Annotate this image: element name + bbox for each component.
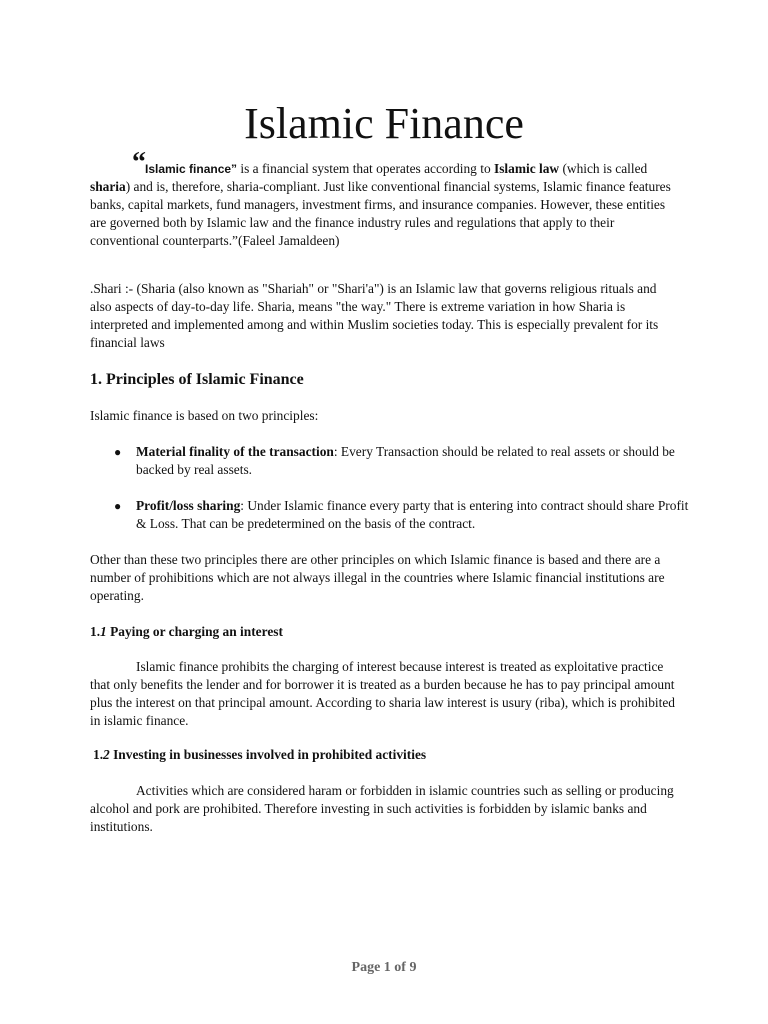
- list-item: [114, 443, 696, 479]
- bullet-text: : Under Islamic finance every party that is entering into contract should share Profit & Loss. That can be predetermined on the basis of the contract.: [136, 498, 689, 531]
- shari-paragraph: .Shari :- (Sharia (also known as "Shariah" or "Shari'a") is an Islamic law that governs religious rituals and also aspects of day-to-day life. Sharia, means "the way." There is extreme variation in how Sharia is interpreted and implemented among and within Muslim societies today. This is especially prevalent for its financial laws: [90, 281, 659, 350]
- subsection-heading-interest: [90, 623, 283, 641]
- intro-law: Islamic law: [494, 161, 560, 176]
- principles-lead: Islamic finance is based on two principles:: [90, 408, 319, 423]
- intro-sharia: sharia: [90, 179, 126, 194]
- section-heading-principles: 1. Principles of Islamic Finance: [90, 371, 304, 388]
- subsection-title: Investing in businesses involved in prohibited activities: [109, 747, 427, 762]
- subsection-number-italic: 1: [100, 624, 107, 639]
- subsection-heading-prohibited: [93, 746, 426, 764]
- intro-text-3: ) and is, therefore, sharia-compliant. Just like conventional financial systems, Islamic finance features banks, capital markets, fund managers, investment firms, and insurance companies. However, these entities are governed both by Islamic law and the finance industry rules and regulations that apply to their conventional counterparts.”(Faleel Jamaldeen): [90, 179, 671, 248]
- subsection-number: 1.: [93, 747, 104, 762]
- page-number: Page 1 of 9: [351, 960, 417, 975]
- subsection-number: 1.: [90, 624, 101, 639]
- bullet-text: : Every Transaction should be related to real assets or should be backed by real assets.: [136, 444, 675, 477]
- list-item: [114, 497, 696, 533]
- bullet-dot-icon: ●: [114, 445, 122, 459]
- intro-paragraph: [90, 147, 678, 250]
- bullet-dot-icon: ●: [114, 499, 122, 513]
- subsection-number-italic: 2: [103, 747, 110, 762]
- intro-text-2: (which is called: [559, 161, 648, 176]
- subsection-title: Paying or charging an interest: [106, 624, 283, 639]
- intro-text-1: is a financial system that operates according to: [237, 161, 494, 176]
- bullet-term: Material finality of the transaction: [136, 444, 334, 459]
- interest-paragraph: Islamic finance prohibits the charging of interest because interest is treated as exploitative practice that only benefits the lender and for borrower it is treated as a burden because he has to pay principal amount plus the interest on that principal amount. According to sharia law interest is usury (riba), which is prohibited in islamic finance.: [90, 659, 675, 728]
- open-quote: “: [132, 147, 145, 178]
- bullet-term: Profit/loss sharing: [136, 498, 241, 513]
- document-title: Islamic Finance: [244, 99, 524, 148]
- intro-term: Islamic finance”: [145, 162, 238, 176]
- other-principles-paragraph: Other than these two principles there are other principles on which Islamic finance is based and there are a number of prohibitions which are not always illegal in the countries where Islamic financial institutions are operating.: [90, 552, 665, 603]
- prohibited-paragraph: Activities which are considered haram or forbidden in islamic countries such as selling or producing alcohol and pork are prohibited. Therefore investing in such activities is forbidden by islamic banks and institutions.: [90, 783, 674, 834]
